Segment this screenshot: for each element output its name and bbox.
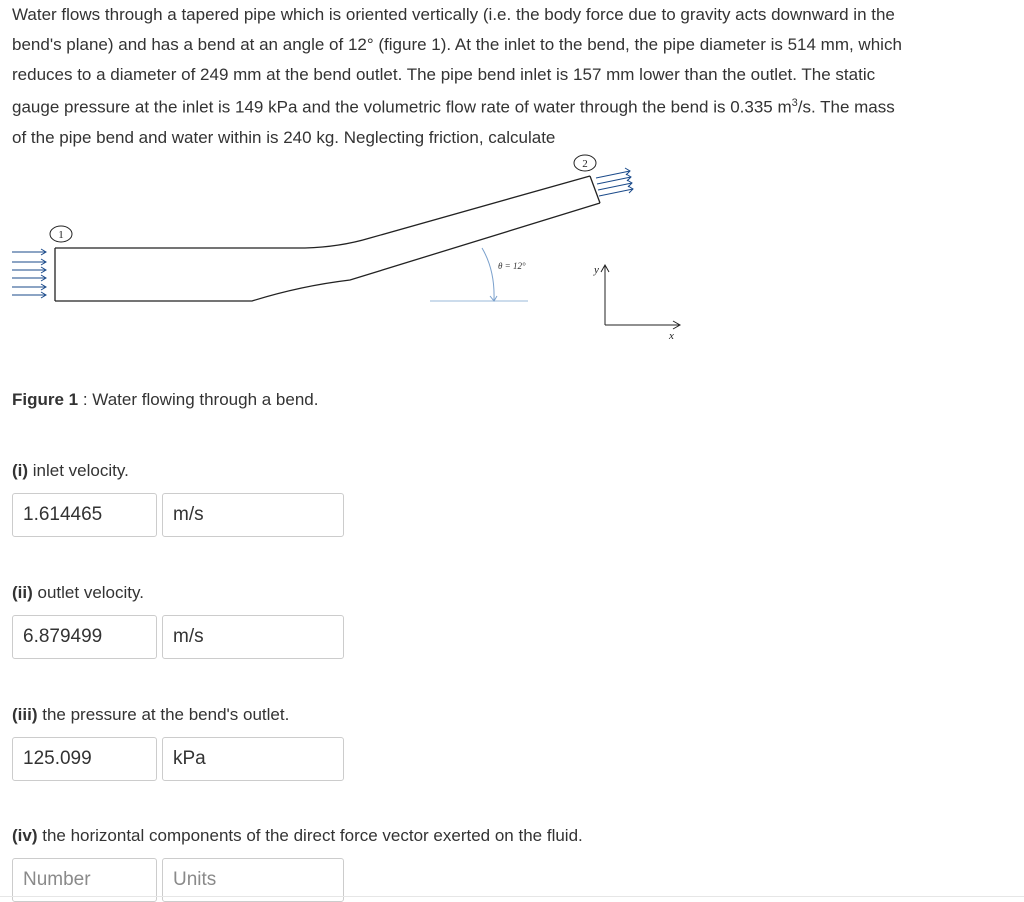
question-iv-label bbox=[12, 824, 583, 848]
inlet-flow-arrows bbox=[12, 249, 46, 298]
question-i-label bbox=[12, 459, 129, 483]
x-axis-label: x bbox=[669, 330, 674, 342]
inlet-marker bbox=[50, 226, 72, 242]
pipe-bend-outline bbox=[55, 176, 600, 301]
angle-label: θ = 12° bbox=[498, 261, 526, 271]
answer-ii-value-input[interactable]: 6.879499 bbox=[12, 615, 157, 659]
answer-iv-value-input[interactable]: Number bbox=[12, 858, 157, 902]
question-i-number: (i) bbox=[12, 461, 29, 480]
outlet-marker bbox=[574, 155, 596, 171]
outlet-marker-label: 2 bbox=[582, 158, 588, 170]
problem-line-4a: gauge pressure at the inlet is 149 kPa and the volumetric flow rate of water through the bend is 0.335 m bbox=[12, 97, 792, 117]
figure-1-diagram bbox=[0, 148, 700, 358]
coordinate-axes bbox=[601, 265, 680, 329]
answer-ii-units-input[interactable]: m/s bbox=[162, 615, 344, 659]
answer-i-value-input[interactable]: 1.614465 bbox=[12, 493, 157, 537]
figure-caption bbox=[12, 388, 318, 412]
question-i-text: inlet velocity. bbox=[28, 461, 129, 480]
question-ii-number: (ii) bbox=[12, 583, 33, 602]
bottom-divider bbox=[0, 896, 1024, 897]
question-iii-text: the pressure at the bend's outlet. bbox=[37, 705, 290, 724]
problem-statement bbox=[12, 0, 1002, 152]
answer-iv-units-input[interactable]: Units bbox=[162, 858, 344, 902]
question-iii-label bbox=[12, 703, 289, 727]
problem-line-5: of the pipe bend and water within is 240 kg. Neglecting friction, calculate bbox=[12, 127, 556, 147]
question-iv-number: (iv) bbox=[12, 826, 38, 845]
answer-iii-units-input[interactable]: kPa bbox=[162, 737, 344, 781]
figure-caption-label: Figure 1 bbox=[12, 390, 79, 409]
problem-line-3: reduces to a diameter of 249 mm at the bend outlet. The pipe bend inlet is 157 mm lower than the outlet. The static bbox=[12, 64, 876, 84]
angle-arc bbox=[482, 248, 494, 300]
outlet-flow-arrows bbox=[596, 168, 633, 196]
question-iii-number: (iii) bbox=[12, 705, 38, 724]
problem-line-4b: /s. The mass bbox=[797, 97, 895, 117]
answer-iii-value-input[interactable]: 125.099 bbox=[12, 737, 157, 781]
question-ii-text: outlet velocity. bbox=[32, 583, 144, 602]
problem-line-1: Water flows through a tapered pipe which is oriented vertically (i.e. the body force due to gravity acts downward in the bbox=[12, 5, 895, 24]
answer-i-units-input[interactable]: m/s bbox=[162, 493, 344, 537]
figure-caption-text: : Water flowing through a bend. bbox=[78, 390, 319, 409]
y-axis-label: y bbox=[594, 264, 599, 276]
inlet-marker-label: 1 bbox=[58, 229, 64, 241]
question-iv-text: the horizontal components of the direct force vector exerted on the fluid. bbox=[37, 826, 583, 845]
question-ii-label bbox=[12, 581, 144, 605]
problem-line-2: bend's plane) and has a bend at an angle of 12° (figure 1). At the inlet to the bend, the pipe diameter is 514 mm, which bbox=[12, 34, 902, 54]
superscript-3: 3 bbox=[791, 97, 798, 110]
